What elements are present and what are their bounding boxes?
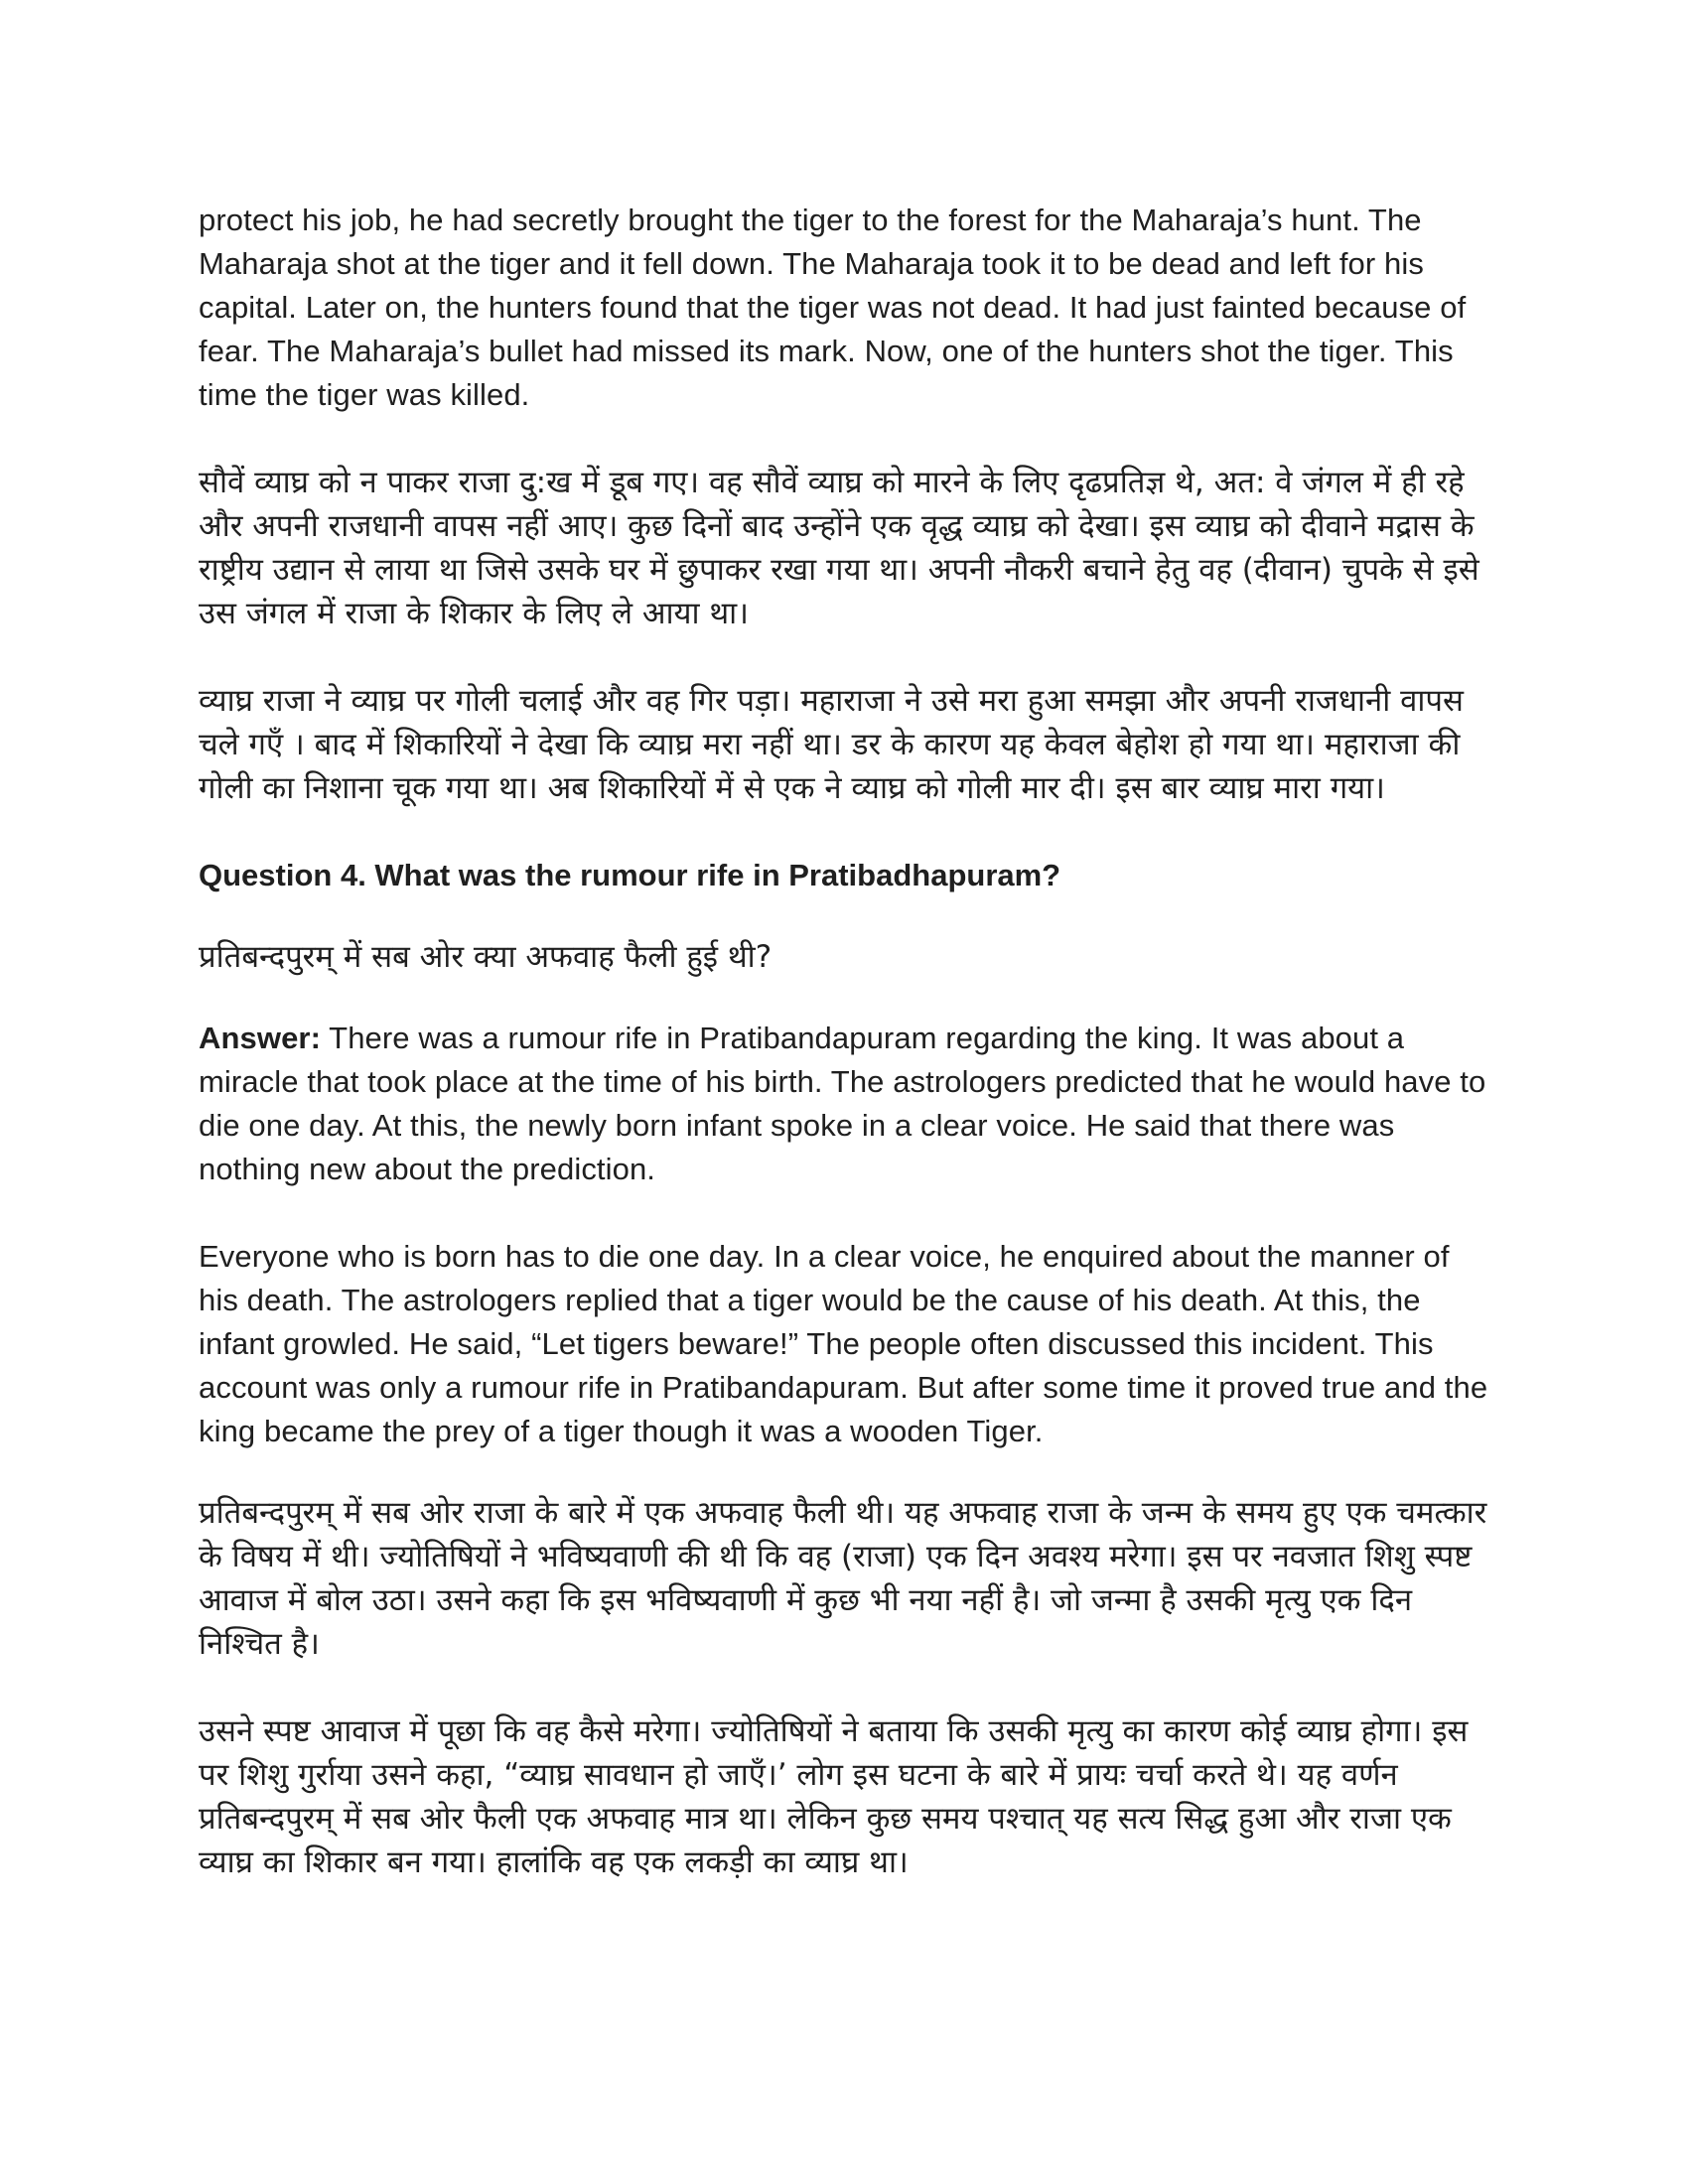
hindi-paragraph-tiger-shot: व्याघ्र राजा ने व्याघ्र पर गोली चलाई और वह गिर पड़ा। महाराजा ने उसे मरा हुआ समझा और अपनी राजधानी वापस चले गएँ । बाद में शिकारियों ने देखा कि व्याघ्र मरा नहीं था। डर के कारण यह केवल बेहोश हो गया था। महाराजा की गोली का निशाना चूक गया था। अब शिकारियों में से एक ने व्याघ्र को गोली मार दी। इस बार व्याघ्र मारा गया। [199, 683, 1464, 806]
hindi-answer-paragraph-2: उसने स्पष्ट आवाज में पूछा कि वह कैसे मरेगा। ज्योतिषियों ने बताया कि उसकी मृत्यु का कारण कोई व्याघ्र होगा। इस पर शिशु गुर्राया उसने कहा, “व्याघ्र सावधान हो जाएँ।’ लोग इस घटना के बारे में प्रायः चर्चा करते थे। यह वर्णन प्रतिबन्दपुरम् में सब ओर फैली एक अफवाह मात्र था। लेकिन कुछ समय पश्चात् यह सत्य सिद्ध हुआ और राजा एक व्याघ्र का शिकार बन गया। हालांकि वह एक लकड़ी का व्याघ्र था। [199, 1713, 1469, 1880]
question-4-hindi: प्रतिबन्दपुरम् में सब ओर क्या अफवाह फैली हुई थी? [199, 939, 773, 975]
question-4-heading: Question 4. What was the rumour rife in Pratibadhapuram? [199, 858, 1061, 892]
hindi-paragraph-hundredth-tiger: सौवें व्याघ्र को न पाकर राजा दु:ख में डूब गए। वह सौवें व्याघ्र को मारने के लिए दृढप्रतिज्ञ थे, अत: वे जंगल में ही रहे और अपनी राजधानी वापस नहीं आए। कुछ दिनों बाद उन्होंने एक वृद्ध व्याघ्र को देखा। इस व्याघ्र को दीवाने मद्रास के राष्ट्रीय उद्यान से लाया था जिसे उसके घर में छुपाकर रखा गया था। अपनी नौकरी बचाने हेतु वह (दीवान) चुपके से इसे उस जंगल में राजा के शिकार के लिए ले आया था। [199, 465, 1479, 631]
answer-paragraph-1 [199, 1017, 1489, 1191]
answer-paragraph-2: Everyone who is born has to die one day. In a clear voice, he enquired about the manner of his death. The astrologers replied that a tiger would be the cause of his death. At this, the infant growled. He said, “Let tigers beware!” The people often discussed this incident. This account was only a rumour rife in Pratibandapuram. But after some time it proved true and the king became the prey of a tiger though it was a wooden Tiger. [199, 1239, 1488, 1448]
document-page [199, 199, 1489, 1884]
english-paragraph-tiger-hunt: protect his job, he had secretly brought the tiger to the forest for the Maharaja’s hunt. The Maharaja shot at the tiger and it fell down. The Maharaja took it to be dead and left for his capital. Later on, the hunters found that the tiger was not dead. It had just fainted because of fear. The Maharaja’s bullet had missed its mark. Now, one of the hunters shot the tiger. This time the tiger was killed. [199, 203, 1467, 412]
answer-label: Answer: [199, 1021, 322, 1055]
answer-text: There was a rumour rife in Pratibandapuram regarding the king. It was about a miracle that took place at the time of his birth. The astrologers predicted that he would have to die one day. At this, the newly born infant spoke in a clear voice. He said that there was nothing new about the prediction. [199, 1021, 1486, 1186]
hindi-answer-paragraph-1: प्रतिबन्दपुरम् में सब ओर राजा के बारे में एक अफवाह फैली थी। यह अफवाह राजा के जन्म के समय हुए एक चमत्कार के विषय में थी। ज्योतिषियों ने भविष्यवाणी की थी कि वह (राजा) एक दिन अवश्य मरेगा। इस पर नवजात शिशु स्पष्ट आवाज में बोल उठा। उसने कहा कि इस भविष्यवाणी में कुछ भी नया नहीं है। जो जन्मा है उसकी मृत्यु एक दिन निश्चित है। [199, 1495, 1487, 1662]
